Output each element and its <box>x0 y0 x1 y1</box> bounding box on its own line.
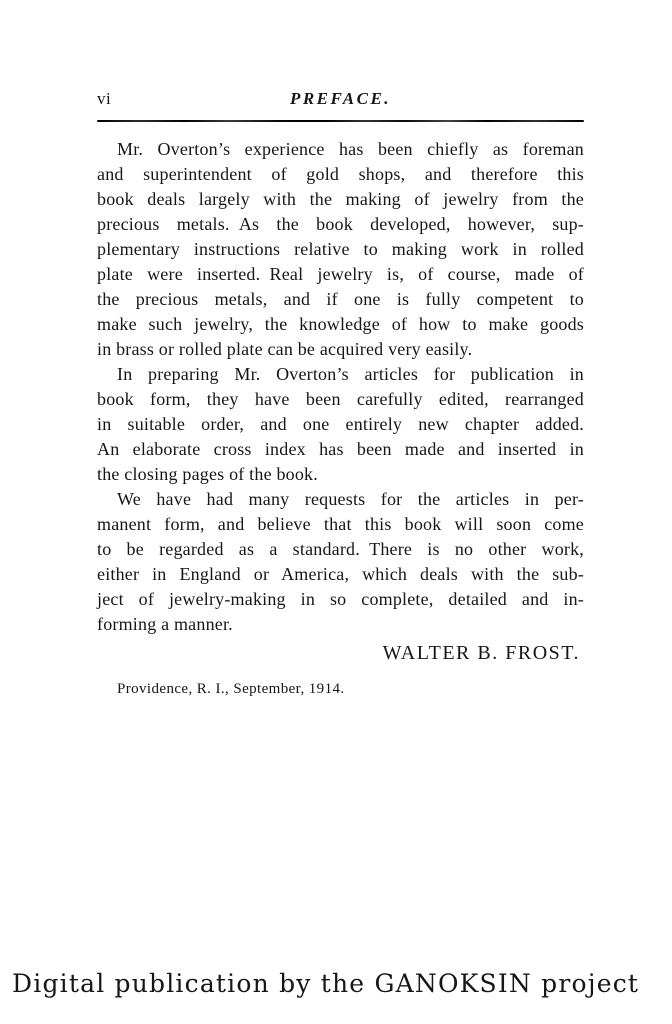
dateline: Providence, R. I., September, 1914. <box>117 681 345 697</box>
text-line: forming a manner. <box>97 614 233 634</box>
signature: WALTER B. FROST. <box>382 642 580 664</box>
text-line: plate were inserted. Real jewelry is, of course, made of <box>97 264 584 284</box>
text-line: and superintendent of gold shops, and therefore this <box>97 164 584 184</box>
text-line: manent form, and believe that this book will soon come <box>97 514 584 534</box>
text-line: plementary instructions relative to making work in rolled <box>97 239 584 259</box>
paragraph <box>97 487 584 637</box>
page-header <box>97 88 584 110</box>
text-line: We have had many requests for the articles in per- <box>117 489 584 509</box>
text-line: Mr. Overton’s experience has been chiefly as foreman <box>117 139 584 159</box>
body-text <box>97 137 584 637</box>
text-line: ject of jewelry-making in so complete, detailed and in- <box>97 589 584 609</box>
text-line: in brass or rolled plate can be acquired very easily. <box>97 339 473 359</box>
text-line: An elaborate cross index has been made and inserted in <box>97 439 584 459</box>
text-line: either in England or America, which deals with the sub- <box>97 564 584 584</box>
text-line: the precious metals, and if one is fully competent to <box>97 289 584 309</box>
text-line: the closing pages of the book. <box>97 464 318 484</box>
footer-text: Digital publication by the GANOKSIN project <box>12 969 640 998</box>
page-body <box>97 88 584 698</box>
footer-banner <box>12 969 672 998</box>
text-line: make such jewelry, the knowledge of how to make goods <box>97 314 584 334</box>
text-line: book deals largely with the making of jewelry from the <box>97 189 584 209</box>
text-line: to be regarded as a standard. There is no other work, <box>97 539 584 559</box>
text-line: in suitable order, and one entirely new chapter added. <box>97 414 584 434</box>
paragraph <box>97 362 584 487</box>
running-head: PREFACE. <box>289 89 392 108</box>
text-line: book form, they have been carefully edited, rearranged <box>97 389 584 409</box>
text-line: precious metals. As the book developed, however, sup- <box>97 214 584 234</box>
text-line: In preparing Mr. Overton’s articles for publication in <box>117 364 584 384</box>
page-number: vi <box>97 89 112 108</box>
paragraph <box>97 137 584 362</box>
header-rule <box>97 120 584 122</box>
